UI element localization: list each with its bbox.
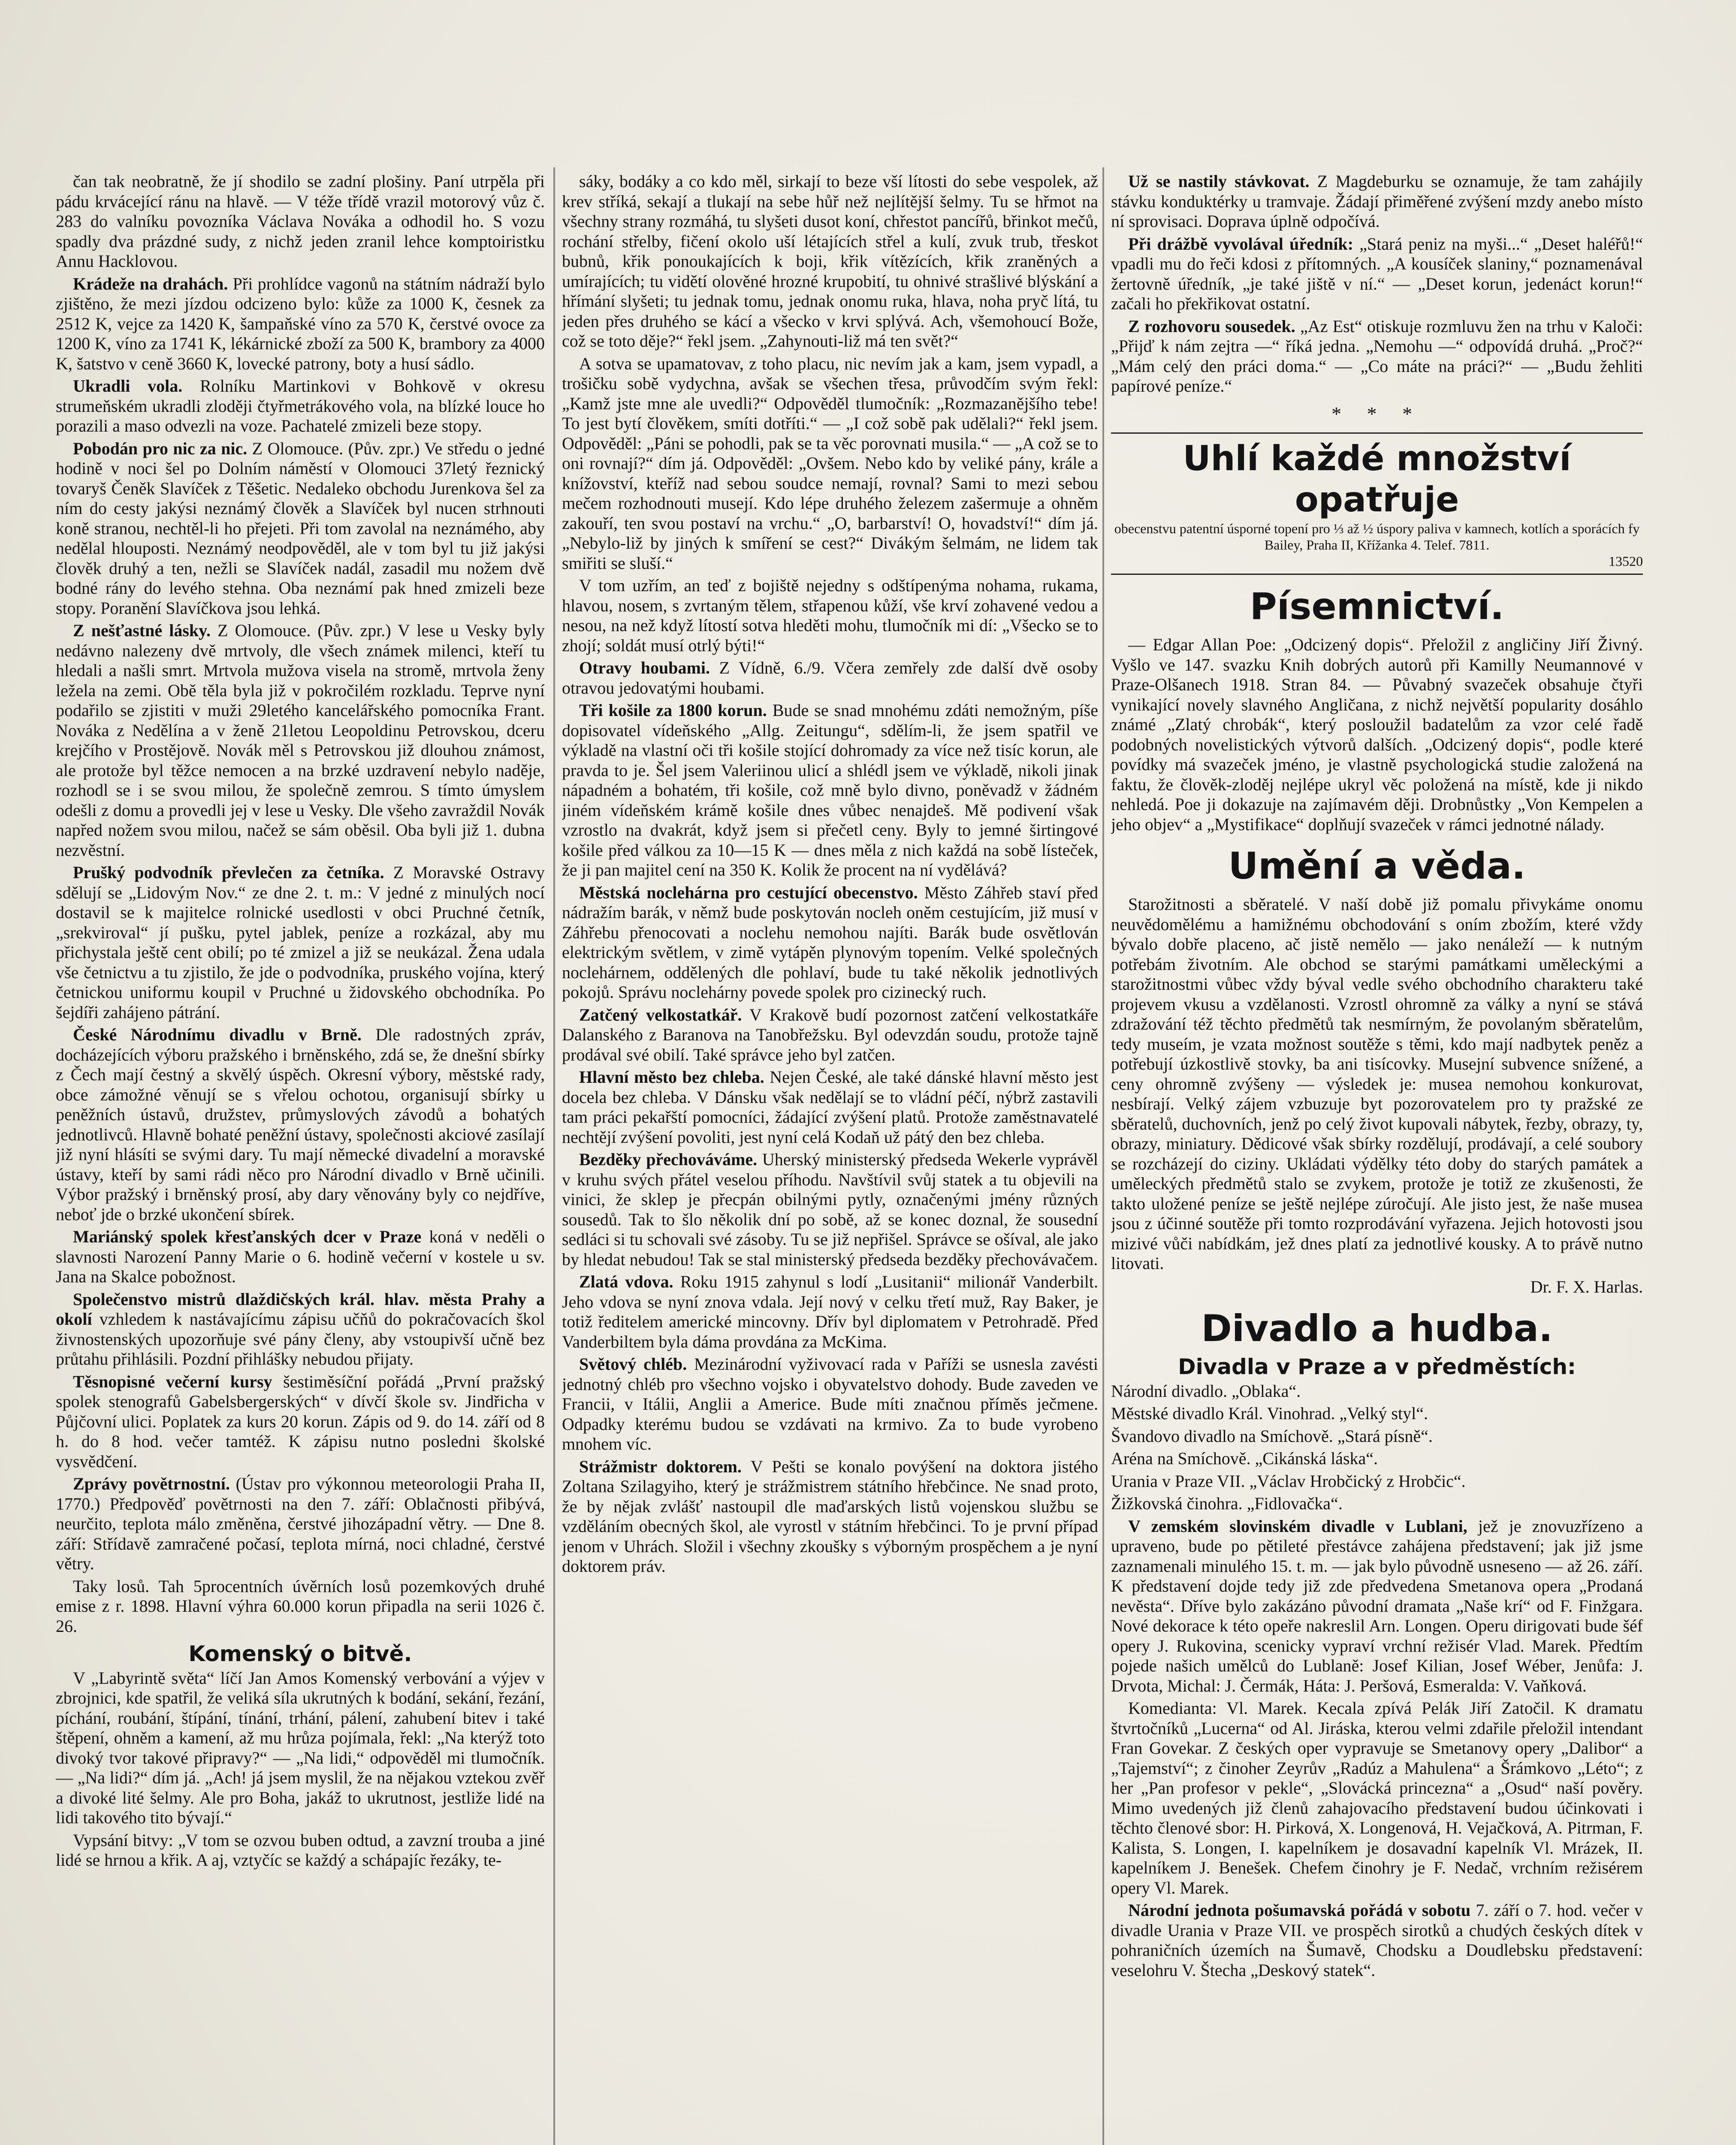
article-text: Roku 1915 zahynul s lodí „Lusitanii“ milionář Vanderbilt. Jeho vdova se nyní znova vdala. Její nový v celku třetí muž, Ray Baker, je totiž ředitelem americké mincovny. Dřív byl diplomatem v Petrohradě. Před Vanderbiltem byla dáma provdána za McKima. <box>562 1272 1098 1351</box>
article-headline: Při drážbě vyvolával úředník: <box>1128 234 1353 254</box>
section-heading-divadlo: Divadlo a hudba. <box>1201 1307 1553 1350</box>
article-paragraph <box>56 274 545 374</box>
article-text: V tom uzřím, an teď z bojiště nejedny s odštípenýma nohama, rukama, hlavou, nosem, s zvrtaným tělem, střapenou kůží, vše krví zohavené vedou a nesou, na než když lítostí sotva hleděti mohu, tlumočník mi dí: „Všecko se to zhojí; soldát musí otrlý býti!“ <box>562 576 1098 655</box>
article-text: Rolníku Martinkovi v Bohkově v okresu strumeňském ukradli zloději čtyřmetrákového vola, na blízké louce ho porazili a maso odvezli na voze. Pachatelé zmizeli beze stopy. <box>56 376 545 435</box>
column-1-articles <box>56 172 545 1574</box>
article-text: Uherský ministerský předseda Wekerle vyprávěl v kruhu svých přátel veselou příhodu. Navštívil svůj statek a tu objevili na vinici, že sklep je přecpán obilnými pytly, označenými jmény různých sousedů. Tak to šlo několik dní po sobě, až se konec doznal, že sousední sedláci si tu schovali své zásoby. Tu se již nepřišel. Správce se ošíval, ale jako by hledat nebudou! Tak se stal ministerský předseda bezděky přechovávačem. <box>562 1150 1098 1269</box>
article-text: Dle radostných zpráv, docházejících výboru pražského i brněnského, zdá se, že dnešní sbírky z Čech mají čestný a skvělý úspěch. Okresní výbory, městské rady, obce zámožné věnují se s vřelou ochotou, organisují sbírky u peněžních ústavů, družstev, průmyslových závodů a bohatých jednotlivců. Hlavně bohaté peněžní ústavy, společnosti akciové zasílají již nyní hlásíti se svými dary. Tu mají německé divadelní a moravské ústavy, kteří by sami rádi něco pro Národní divadlo v Brně učinili. Výbor pražský i brněnský prosí, aby dary věnovány byly co nejdříve, neboť jde o brzké ukončení sbírek. <box>56 1025 545 1224</box>
umeni-text: Starožitnosti a sběratelé. V naší době již pomalu přivykáme onomu neuvědomělému a hamižnému obchodování s oním zbožím, které vždy bývalo dobře placeno, ač jistě nemělo — jako nenáleží — k nutným potřebám životním. Ale obchod se starými památkami uměleckými a starožitnostmi vůbec vždy býval vedle svého obchodního charakteru také projevem vkusu a vzdělanosti. Vzrostl ohromně za války a nyní se stává zdražování též těchto předmětů tak nesmírným, že povolaným sběratelům, tedy museím, je vzata možnost soutěže s těmi, kdo mají nadbytek peněz a potřebují úzkostlivě stovky, ba ani tisícovky. Musejní subvence snížené, a ceny ohromně zvýšeny — výsledek je: musea nemohou konkurovat, nesbírají. Velký zájem vzbuzuje byt pozorovatelem pro ty pražské ze sběratelů, duchovních, jenž po celý život kupovali nábytek, řezby, obrazy, ty, obrazy, miniatury. Dědicové však sbírky rozdělují, prodávají, a celé soubory se rozcházejí do ciziny. Ukládati výdělky této doby do starých památek a uměleckých předmětů stalo se zvykem, protože je totiž ze zkušenosti, že takto uložené peníze se ještě nejlépe zúročují. Ale jisto jest, že naše musea jsou z účinné soutěže při tomto rozprodávání vyřazena. Jejich hotovosti jsou mizivé vůči nabídkám, jež dnes platí za jednotlivé kousky. A to právě nutno litovati. <box>1111 894 1643 1273</box>
article-paragraph <box>562 658 1098 698</box>
article-text: Město Záhřeb staví před nádražím barák, v němž bude poskytován nocleh oněm cestujícím, již musí v Záhřebu přenocovati a noclehu nemohou najíti. Barák bude osvětlován elektrickým světlem, v zimě vytápěn plynovým topením. Velké společných noclehárnem, oddělených dle pohlaví, bude tu také několik jednotlivých pokojů. Správu noclehárny povede spolek pro cizinecký ruch. <box>562 882 1098 1002</box>
article-text: sáky, bodáky a co kdo měl, sirkají to beze vší lítosti do sebe vespolek, až krev stříká, sekají a tlukají na sebe hůř než nejlítější šelmy. Tu se hřmot na všechny strany rozmáhá, tu slyšeti dusot koní, chřestot pancířů, břinkot mečů, rochání střelby, fičení okolo uší létajících střel a kulí, zvuk trub, třeskot bubnů, křik ponoukajících k boji, křik vítězících, křik zraněných a umírajících; tu vidětí olověné hrozné krupobití, tu ohnivé strašlivé blýskání a hřímání slyšeti; tu jednak tomu, jednak onomu ruka, hlava, noha pryč lítá, tu jeden přes druhého se kácí a všecko v krvi splývá. Ach, všemohoucí Bože, což se toto děje?“ řekl jsem. „Zahynouti-liž má ten svět?“ <box>562 172 1098 350</box>
article-paragraph <box>562 1457 1098 1577</box>
article-headline: Strážmistr doktorem. <box>579 1456 742 1476</box>
article-text: koná v neděli o slavnosti Narození Panny Marie o 6. hodině večerní v kostele u sv. Jana na Skalce pobožnost. <box>56 1227 545 1286</box>
article-paragraph <box>1111 1698 1643 1898</box>
article-paragraph <box>56 1372 545 1472</box>
article-headline: Bezděky přechováváme. <box>579 1150 758 1169</box>
article-paragraph <box>56 376 545 436</box>
ad-text: obecenstvu patentní úsporné topení pro ⅓ až ½ úspory paliva v kamnech, kotlích a sporácích fy Bailey, Praha II, Křížanka 4. Telef. 7811. <box>1114 521 1640 553</box>
article-paragraph <box>1111 1517 1643 1696</box>
article-headline: Prušký podvodník převlečen za četníka. <box>73 863 384 882</box>
article-text: A sotva se upamatovav, z toho placu, nic nevím jak a kam, jsem vypadl, a trošičku sobě vydychna, avšak se všechen třesa, průvodčím svým řekl: „Kamž jste mne ale uvedli?“ Odpověděl tlumočník: „Rozmazanějšího tebe! To jest bytí člověkem, smíti dotříti.“ — „I což sobě pak udělali?“ řekl jsem. Odpověděl: „Páni se pohodli, pak se ta věc porovnati musila.“ — „A což se to oni rovnají?“ dím já. Odpověděl: „Ovšem. Nebo kdo by veliké pány, krále a knížovství, kteříž nad sebou soudce nemají, rovnal? Sami to mezi sebou mečem rozhodnouti musejí. Kdo lépe druhého železem zašermuje a ohněm zakouří, ten svou postaví na vrchu.“ „O, barbarství! O, hovadství!“ dím já. „Nebylo-liž by jiných k smíření se cest?“ Divákým šelmám, ne lidem tak smiřiti se sluší.“ <box>562 353 1098 573</box>
article-text: Z Moravské Ostravy sdělují se „Lidovým Nov.“ ze dne 2. t. m.: V jedné z minulých nocí dostavil se k majitelce rolnické usedlosti v obci Pruchné četník, „srekviroval“ jí pušku, pytel jablek, peníze a rozkázal, aby mu přichystala ještě cent obilí; po té zmizel a již se neukázal. Žena udala vše četnictvu a tu zjistilo, že jde o podvodníka, pruského vojína, který četnickou uniformu koupil v Pruchné u židovského obchodníka. Po šejdíři zahájeno pátrání. <box>56 863 545 1022</box>
article-paragraph <box>1111 172 1643 232</box>
column-divider <box>553 167 555 2145</box>
komensky-paragraph: Vypsání bitvy: „V tom se ozvou buben odtud, a zavzní trouba a jiné lidé se hrnou a křik. A aj, vztyčíc se každý a schápajíc řezáky, te- <box>56 1830 545 1870</box>
article-text: „Stará peniz na myši...“ „Deset haléřů!“ vpadli mu do řeči kdosi z přítomných. „A kousíček slaniny,“ poznamenával žertovně úředník, „je také jiště v ní.“ — „Deset korun, jedenáct korun!“ začali ho překřikovat ostatní. <box>1111 234 1643 313</box>
komensky-paragraph: V „Labyrintě světa“ líčí Jan Amos Komenský verbování a výjev v zbrojnici, kde spatřil, že veliká síla ukrutných k bodání, sekání, řezání, píchání, roubání, štípání, tínání, trhání, pálení, zahubení bitev i také štěpení, ohněm a kamení, až mu hrůza pojímala, řekl: „Na kterýž toto divoký tvor takové připravy?“ — „Na lidi,“ odpověděl mi tlumočník. — „Na lidi?“ dím já. „Ach! já jsem myslil, že na nějakou vztekou zvěř a divoké lité šelmy. Ale pro Boha, jakáž to ukrutnost, jestliže lidé na lidi takového tito bývají.“ <box>56 1668 545 1827</box>
article-paragraph <box>562 701 1098 880</box>
article-text: Z Magdeburku se oznamuje, že tam zahájily stávku konduktérky u tramvaje. Žádají přiměřené zvýšení mzdy anebo místo ní sprovisaci. Doprava úplně odpočívá. <box>1111 172 1643 231</box>
article-paragraph <box>562 576 1098 656</box>
ad-title: Uhlí každé množství opatřuje <box>1183 438 1571 520</box>
theatre-program-item: Urania v Praze VII. „Václav Hrobčický z Hrobčic“. <box>1111 1471 1466 1491</box>
separator-stars: * * * <box>1331 402 1422 425</box>
article-paragraph <box>562 172 1098 351</box>
article-paragraph <box>562 883 1098 1003</box>
article-headline: Tři košile za 1800 korun. <box>579 701 767 720</box>
article-text: Při prohlídce vagonů na státním nádraží bylo zjištěno, že mezi jízdou odcizeno bylo: kůže za 1000 K, česnek za 2512 K, vejce za 1420 K, šampaňské víno za 570 K, čerstvé ovoce za 1200 K, víno za 1741 K, lékárnické zboží za 500 K, brambory za 4000 K, šatstvo v ceně 3660 K, lovecké patrony, boty a husí sádlo. <box>56 274 545 373</box>
lottery-notice: Taky losů. Tah 5procentních úvěrních losů pozemkových druhé emise z r. 1898. Hlavní výhra 60.000 korun připadla na serii 1026 č. 26. <box>56 1576 545 1636</box>
article-text: „Az Est“ otiskuje rozmluvu žen na trhu v Kaloči: „Přijď k nám zejtra —“ říká jedna. „Nemohu —“ odpovídá druhá. „Proč?“ „Mám celý den práci doma.“ — „Co máte na práci?“ — „Budu žehliti papírové peníze.“ <box>1111 316 1643 396</box>
article-text: V Krakově budí pozornost zatčení velkostatkáře Dalanského z Baranova na Tanobřežsku. Byl odevzdán soudu, protože tajně prodával své obilí. Také správce jeho byl zatčen. <box>562 1005 1098 1064</box>
article-headline: Mariánský spolek křesťanských dcer v Praze <box>73 1227 422 1246</box>
article-text: Nejen České, ale také dánské hlavní město jest docela bez chleba. V Dánsku však nedělají se to vládní péčí, nýbrž zastavili tam práci pekařští pomocníci, žádající zvýšení platů. Protože zaměstnavatelé nechtějí zvýšení povoliti, jest nyní celá Kodaň už pátý den bez chleba. <box>562 1067 1098 1147</box>
column-3 <box>1111 172 1643 2145</box>
article-paragraph <box>56 439 545 619</box>
section-heading-umeni: Umění a věda. <box>1228 845 1526 888</box>
section-heading-pisemnictvi: Písemnictví. <box>1250 585 1504 628</box>
article-paragraph <box>1111 234 1643 314</box>
article-paragraph <box>562 1150 1098 1269</box>
article-paragraph <box>562 1067 1098 1147</box>
coal-advertisement <box>1111 432 1643 575</box>
article-paragraph <box>1111 1900 1643 1980</box>
article-headline: Hlavní město bez chleba. <box>579 1067 764 1087</box>
article-headline: Městská noclehárna pro cestující obecenstvo. <box>579 882 918 902</box>
article-paragraph <box>562 354 1098 574</box>
article-text: 7. září o 7. hod. večer v divadle Urania v Praze VII. ve prospěch sirotků a chudých českých dítek v pohraničních územích na Šumavě, Chodsku a Doudlebsku představení: veselohru V. Štecha „Deskový statek“. <box>1111 1900 1643 1980</box>
theatre-program-item: Městské divadlo Král. Vinohrad. „Velký styl“. <box>1111 1404 1428 1423</box>
article-paragraph <box>1111 317 1643 396</box>
theatre-program-item: Aréna na Smíchově. „Cikánská láska“. <box>1111 1449 1378 1468</box>
article-headline: Zprávy povětrnostní. <box>73 1474 230 1493</box>
article-paragraph <box>562 1272 1098 1352</box>
column-2 <box>562 172 1098 2145</box>
theatre-articles <box>1111 1517 1643 1981</box>
author-signature: Dr. F. X. Harlas. <box>1530 1277 1643 1296</box>
column-1 <box>56 172 545 2145</box>
column-3-short-notes <box>1111 172 1643 396</box>
article-paragraph <box>56 621 545 860</box>
article-headline: Z nešťastné lásky. <box>73 621 211 640</box>
article-text: Z Olomouce. (Pův. zpr.) V lese u Vesky byly nedávno nalezeny dvě mrtvoly, dle všech známek milenci, kteří tu hledali a našli smrt. Mrtvola mužova visela na stromě, mrtvola ženy ležela na zemi. Obě těla byla již v pokročilém rozkladu. Teprve nyní podařilo se zjistiti v muži 29letého kancelářského pomocníka Frant. Nováka z Nedělína a v ženě 21letou Leopoldinu Petrovskou, dceru krejčího v Prostějově. Novák měl s Petrovskou již dlouhou známost, ale protože byl těžce nemocen a na brzké uzdravení nebylo naděje, rozhodl se i se svou milou, že společně zemrou. S tímto úmyslem odešli z domu a provedli jej v lese u Vesky. Dle všeho zavraždil Novák napřed nožem svou milou, načež se sám oběsil. Oba byli již 1. dubna nezvěstní. <box>56 621 545 860</box>
ad-code: 13520 <box>1609 553 1643 569</box>
article-text: Bude se snad mnohému zdáti nemožným, píše dopisovatel vídeňského „Allg. Zeitungu“, sdělím-li, že jsem spatřil ve výkladě na vlastní oči tři košile stojící dohromady za více než tisíc korun, ale pravda to je. Šel jsem Valeriinou ulicí a shlédl jsem ve výkladě, nikoli jinak nápadném a bohatém, tři košile, což mně bylo divno, poněvadž v žádném jiném vídeňském krámě košile dnes vůbec nenajdeš. Mě podivení však vzrostlo na dvakrát, když jsem si přečetl ceny. Byly to jemné širtingové košile před válkou za 10—15 K — dnes měla z nich každá na sobě lísteček, že ji pan majitel cení na 350 K. Kolik že procent na ní vydělává? <box>562 701 1098 879</box>
article-headline: V zemském slovinském divadle v Lublani, <box>1128 1516 1467 1536</box>
article-headline: Z rozhovoru sousedek. <box>1128 316 1295 336</box>
article-headline: Ukradli vola. <box>73 376 183 396</box>
article-text: (Ústav pro výkonnou meteorologii Praha II, 1770.) Předpověď povětrnosti na den 7. září: Oblačnosti přibývá, neurčito, teplota málo změněna, čerstvé jihozápadní větry. — Dne 8. září: Střídavě zamračené počasí, teplota mírná, noci chladné, čerstvé větry. <box>56 1474 545 1573</box>
theatre-program <box>1111 1381 1643 1514</box>
section-heading: Komenský o bitvě. <box>188 1641 412 1666</box>
article-headline: Společenstvo mistrů dlaždičských král. hlav. města Prahy a okolí <box>56 1289 545 1329</box>
article-paragraph <box>56 1227 545 1287</box>
article-text: vzhledem k nastávajícímu zápisu učňů do pokračovacích škol živnostenských upozorňuje své pány členy, aby vstoupivší učně bez průtahu přihlásili. Pozdní přihlášky nebudou přijaty. <box>56 1309 545 1369</box>
article-text: jež je znovuzřízeno a upraveno, bude po pětileté přestávce zahájena představení; jak již jsme zaznamenali minulého 15. t. m. — jak bylo původně usneseno — až 26. září. K představení dojde tedy již zde předvedena Smetanova opera „Prodaná nevěsta“. Dříve bylo zakázáno původní dramata „Naše krí“ od F. Finžgara. Nové dekorace k této opeře nakreslil Arn. Longen. Operu dirigovati bude šéf opery J. Rukovina, scenicky vypraví vrchní režisér Vlad. Marek. Předtím pojede našich umělců do Lublaně: Josef Kilian, Josef Wéber, Jenůfa: J. Drvota, Michal: J. Čermák, Háta: J. Peršová, Esmeralda: V. Vaňková. <box>1111 1516 1643 1695</box>
article-text: Mezinárodní vyživovací rada v Paříži se usnesla zavésti jednotný chléb pro všechno vojsko i obyvatelstvo dohody. Bude zaveden ve Francii, v Itálii, Anglii a Americe. Bude míti značnou příměs ječmene. Odpadky kterému budou se vzdávati na krmivo. Za to bude vyrobeno mnohem víc. <box>562 1354 1098 1453</box>
komensky-article <box>56 1668 545 1870</box>
article-headline: Už se nastily stávkovat. <box>1128 172 1310 191</box>
column-divider <box>1102 167 1104 2145</box>
article-paragraph <box>562 1354 1098 1454</box>
article-headline: Otravy houbami. <box>579 658 710 677</box>
theatre-program-item: Národní divadlo. „Oblaka“. <box>1111 1381 1301 1401</box>
article-headline: Zlatá vdova. <box>579 1272 673 1291</box>
article-paragraph <box>56 1474 545 1574</box>
article-headline: Zatčený velkostatkář. <box>579 1005 742 1024</box>
article-headline: Národní jednota pošumavská pořádá v sobotu <box>1128 1900 1471 1920</box>
column-2-articles <box>562 172 1098 1577</box>
article-headline: České Národnímu divadlu v Brně. <box>73 1025 362 1044</box>
article-headline: Krádeže na drahách. <box>73 274 228 293</box>
theatre-program-item: Švandovo divadlo na Smíchově. „Stará písně“. <box>1111 1426 1433 1446</box>
article-text: Z Olomouce. (Pův. zpr.) Ve středu o jedné hodině v noci šel po Dolním náměstí v Olomouci 37letý řeznický tovaryš Čeněk Slavíček z Těšetic. Nedaleko obchodu Jurenkova šel za ním do cesty jakýsi neznámý člověk a Slavíček byl nucen strhnouti koně stranou, nechtěl-li ho přejeti. Při tom zavolal na neznámého, aby nedělal hlouposti. Neznámý neodpověděl, ale v tom byl tu již jakýsi člověk druhý a ten, nežli se Slavíček nadál, zasadil mu nožem dvě bodné rány do levého stehna. Oba neznámí pak hned zmizeli beze stopy. Poranění Slavíčkova jsou lehká. <box>56 438 545 618</box>
article-text: čan tak neobratně, že jí shodilo se zadní plošiny. Paní utrpěla při pádu krvácející ránu na hlavě. — V téže třídě vrazil motorový vůz č. 283 do valníku povozníka Václava Nováka a odhodil ho. S vozu spadly dva prázdné sudy, z nichž jeden zranil lehce komptoiristku Annu Hacklovou. <box>56 172 545 271</box>
article-paragraph <box>56 1290 545 1369</box>
article-text: V Pešti se konalo povýšení na doktora jistého Zoltana Szilagyiho, který je strážmistrem státního hřebčince. Ne snad proto, že by nějak zvlášť nastoupil dle maďarských listů vojenskou službu se vzděláním obecných škol, ale vyrostl v státním hřebčinci. To je první případ jenom v Uhrách. Složil i všechny zkoušky s výborným prospěchem a je nyní doktorem práv. <box>562 1456 1098 1576</box>
article-text: šestiměsíční pořádá „První pražský spolek stenografů Gabelsbergerských“ v dívčí škole sv. Jindřicha v Půjčovní ulici. Poplatek za kurs 20 korun. Zápis od 9. do 14. září od 8 h. do 8 hod. večer tamtéž. K zápisu nutno posledni školské vysvědčení. <box>56 1372 545 1471</box>
article-paragraph <box>56 863 545 1022</box>
article-paragraph <box>56 172 545 272</box>
theatre-subheading: Divadla v Praze a v předměstích: <box>1178 1354 1576 1379</box>
theatre-program-item: Žižkovská činohra. „Fidlovačka“. <box>1111 1494 1343 1513</box>
article-headline: Světový chléb. <box>579 1354 687 1374</box>
pisemnictvi-text: — Edgar Allan Poe: „Odcizený dopis“. Přeložil z angličiny Jiří Živný. Vyšlo ve 147. svazku Knih dobrých autorů při Kamilly Neumannové v Praze-Olšanech 1918. Stran 84. — Půvabný svazeček obsahuje čtyři vynikající novely slavného Angličana, z nichž největší popularity dosáhlo známé „Zlatý chrobák“, který posloužil badatelům za vzor celé řadě podobných novelistických výtvorů dalších. „Odcizený dopis“, podle které povídky má svazeček jméno, je vlastně psychologická studie založená na faktu, že člověk-zloděj nejlépe ukryl věc položená na místě, kde ji nikdo nehledá. Poe ji dokazuje na zajímavém ději. Drobnůstky „Von Kempelen a jeho objev“ a „Mystifikace“ doplňují svazeček v rámci jednotné nálady. <box>1111 635 1643 834</box>
article-paragraph <box>56 1025 545 1224</box>
article-paragraph <box>562 1005 1098 1065</box>
article-text: Z Vídně, 6./9. Včera zemřely zde další dvě osoby otravou jedovatými houbami. <box>562 658 1098 698</box>
article-headline: Pobodán pro nic za nic. <box>73 438 248 458</box>
article-text: Komedianta: Vl. Marek. Kecala zpívá Pelák Jiří Zatočil. K dramatu štvrtočníků „Lucerna“ od Al. Jiráska, kterou velmi zdařile přeložil intendant Fran Govekar. Z českých oper vypravuje se Smetanovy opery „Dalibor“ a „Tajemství“; z činoher Zeyrův „Radúz a Mahulena“ a Šrámkovo „Léto“; z her „Pan profesor v pekle“, „Slovácká princezna“ a „Osud“ naší pověry. Mimo uvedených již členů zahajovacího představení budou účinkovati i těchto členové sbor: H. Pirková, X. Longenová, H. Vejačková, A. Pitrman, F. Kalista, S. Longen, I. kapelníkem je dosavadní kapelník Vl. Mrázek, II. kapelníkem J. Benešek. Chefem činohry je F. Nedač, vrchním režisérem opery Vl. Marek. <box>1111 1698 1643 1897</box>
article-headline: Těsnopisné večerní kursy <box>73 1372 272 1391</box>
